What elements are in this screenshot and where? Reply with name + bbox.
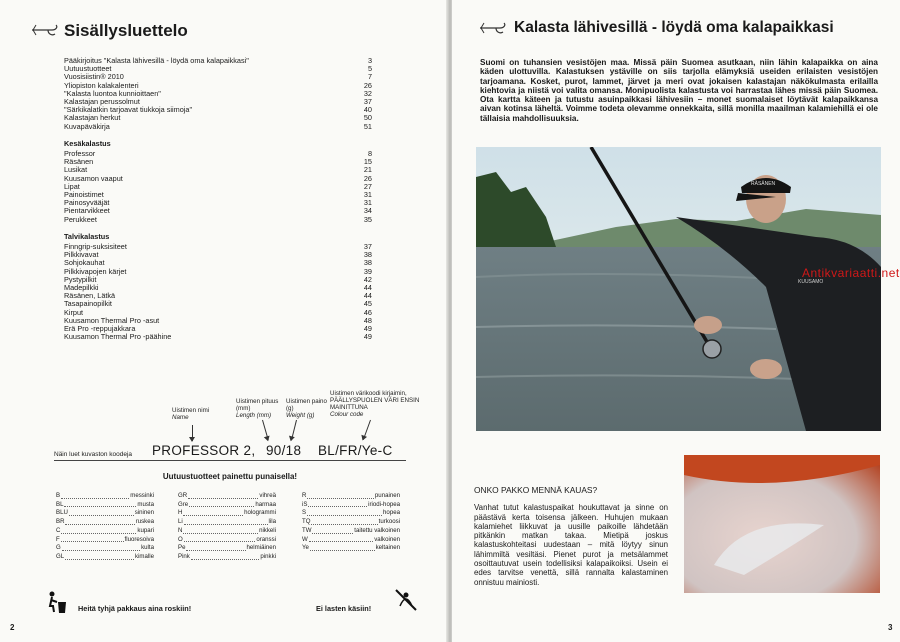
colour-name: fluoresoiva [124, 535, 154, 543]
toc-entry-page: 35 [363, 214, 372, 224]
colour-name: vihreä [259, 492, 276, 499]
colour-name: oranssi [256, 535, 276, 543]
colour-code: C [56, 526, 61, 534]
dot-leader [64, 501, 136, 508]
toc-entry-page: 42 [363, 274, 372, 284]
colour-code-column [178, 492, 276, 562]
fishing-hook-icon [30, 22, 60, 38]
colour-code-entry [178, 501, 276, 510]
jacket-logo: KUUSAMO [798, 279, 824, 285]
intro-paragraph: Suomi on tuhansien vesistöjen maa. Missä päin Suomea asutkaan, niin lähin kalapaikka on aina käden ulottuvilla. Kalastuksen ystäville on siis tarjolla elämyksiä useiden erilaisten vesistöjen tarjoamana. Kosket, purot, lammet, järvet ja meri ovat jokaisen kalastajan näkökulmasta erilailla kiehtovia ja niistä voi valita omansa. Monipuolista kalastusta voi harrastaa lähes missä päin Suomea. Ota kartta käteen ja tutustu asuinpaikkasi lähivesiin – monet suomalaiset löytävät kalapaikkansa aivan kotinsa läheltä. Voimme todeta olevamme onnekkaita, sillä monilla maailman kalamiehillä ei ole tällaisia mahdollisuuksia. [480, 58, 878, 123]
article-heading: ONKO PAKKO MENNÄ KAUAS? [474, 485, 598, 495]
colour-name: harmaa [255, 500, 276, 508]
page-number: 2 [10, 623, 15, 632]
colour-code-entry [56, 501, 154, 510]
dot-leader [309, 536, 373, 543]
colour-name: taitettu valkoinen [354, 526, 400, 534]
colour-name: valkoinen [374, 535, 400, 543]
toc-entry [64, 175, 372, 183]
colour-code-entry [178, 518, 276, 527]
colour-code-entry [302, 492, 400, 501]
dot-leader [311, 518, 377, 525]
dot-leader [183, 527, 258, 534]
code-example-size: 90/18 [266, 443, 302, 458]
toc-entry-label: Kirput [64, 307, 84, 317]
toc-entry-page: 7 [367, 72, 372, 82]
dot-leader [186, 544, 245, 551]
toc-entry [64, 268, 372, 276]
colour-code-entry [178, 527, 276, 536]
dot-leader [61, 536, 124, 543]
colour-code-entry [302, 518, 400, 527]
colour-code: Pe [178, 544, 186, 552]
dot-leader [307, 509, 382, 516]
colour-code: BR [56, 518, 65, 526]
toc-entry [64, 183, 372, 191]
colour-code-entry [56, 509, 154, 518]
dot-leader [184, 518, 268, 525]
colour-code-entry [56, 527, 154, 536]
toc-entry-page: 8 [367, 149, 372, 159]
toc-entry-label: Vuosisiistin® 2010 [64, 72, 124, 82]
right-page [452, 0, 900, 642]
toc-entry-page: 48 [363, 315, 372, 325]
legend-weight: Uistimen paino (g) Weight (g) [286, 398, 327, 419]
colour-code: GL [56, 552, 65, 560]
toc-entry-label: Kalastajan perussolmut [64, 97, 140, 107]
dot-leader [65, 518, 134, 525]
toc-entry-label: Kuusamon Thermal Pro -asut [64, 315, 160, 325]
legend-arrow [192, 425, 193, 441]
colour-code: W [302, 535, 308, 543]
colour-code: GR [178, 492, 188, 499]
toc-entry-label: Erä Pro -reppujakkara [64, 324, 136, 334]
colour-code: O [178, 535, 183, 543]
new-products-note: Uutuustuotteet painettu punaisella! [162, 472, 298, 481]
colour-name: turkoosi [378, 518, 400, 526]
colour-name: nikkeli [259, 526, 276, 534]
footer-recycle-note: Heitä tyhjä pakkaus aina roskiin! [78, 604, 192, 613]
colour-code-column [302, 492, 400, 553]
colour-code: N [178, 526, 183, 534]
code-example [54, 443, 406, 461]
cap-logo: RÄSÄNEN [751, 181, 776, 187]
toc-entry-label: Pystypilkit [64, 274, 97, 284]
colour-code: R [302, 492, 307, 499]
dot-leader [62, 544, 140, 551]
toc-entry-page: 44 [363, 291, 372, 301]
colour-code-entry [302, 509, 400, 518]
colour-code-entry [56, 518, 154, 527]
toc-entry-label: Sohjokauhat [64, 258, 105, 268]
toc-entry-page: 39 [363, 266, 372, 276]
colour-name: hologrammi [244, 509, 276, 517]
colour-code: F [56, 535, 60, 543]
colour-code-entry [56, 544, 154, 553]
toc-entry-page: 40 [363, 105, 372, 115]
legend-arrow [363, 420, 371, 440]
colour-code: S [302, 509, 307, 517]
article-title: Kalasta lähivesillä - löydä oma kalapaikkasi [514, 19, 834, 36]
fishing-hook-icon [478, 20, 508, 36]
colour-name: kulta [141, 544, 154, 552]
colour-code-entry [56, 492, 154, 501]
dot-leader [191, 553, 260, 560]
colour-code: TW [302, 526, 312, 534]
toc-entry-label: Kuvapäväkirja [64, 121, 110, 131]
summer-heading: Kesäkalastus [64, 138, 111, 148]
toc-entry [64, 114, 372, 122]
toc-entry [64, 243, 372, 251]
toc-entry-page: 31 [363, 198, 372, 208]
colour-code-entry [302, 544, 400, 553]
toc-entry-label: Lipat [64, 181, 80, 191]
toc-entry-label: Kuusamon Thermal Pro -päähine [64, 332, 172, 342]
footer-child-warning: Ei lasten käsiin! [316, 604, 372, 613]
article-text: Vanhat tutut kalastuspaikat houkuttavat ja sinne on päästävä kerta toisensa jälkeen. Huhujen mukaan kalamiehet liikkuvat ja uusille paikoille lähdetään pitkänkin matkan takaa. Mietipä joskus kalastuskohteitasi uudestaan – mitä löytyy sinun lähimmiltä vesiltäsi. Pienet purot ja metsälammet osoittautuvat usein todellisiksi kalapaikoiksi. Usein ei edes tarvitse venettä, sillä rannalta kalastaminen onnistuu mainiosti. [474, 503, 668, 587]
colour-code-column [56, 492, 154, 562]
legend-colour: Uistimen värikoodi kirjaimin, PÄÄLLYSPUOLEN VÄRI ENSIN MAINITTUNA Colour code [330, 390, 420, 418]
colour-name: musta [137, 500, 154, 508]
colour-code: B [56, 492, 61, 499]
toc-entry-label: Räsänen, Lätkä [64, 291, 116, 301]
colour-code-entry [178, 509, 276, 518]
code-example-name: PROFESSOR 2, [152, 443, 256, 458]
colour-code-entry [178, 492, 276, 501]
toc-entry [64, 150, 372, 158]
toc-entry-page: 38 [363, 250, 372, 260]
winter-heading: Talvikalastus [64, 231, 110, 241]
colour-name: messinki [130, 492, 154, 499]
dot-leader [65, 553, 134, 560]
toc-entry [64, 207, 372, 215]
toc-entry-label: Finngrip-suksisiteet [64, 242, 127, 252]
toc-entry-page: 51 [363, 121, 372, 131]
colour-code: iS [302, 500, 308, 508]
toc-entry-label: Räsänen [64, 157, 94, 167]
toc-entry-page: 32 [363, 88, 372, 98]
colour-code: BL [56, 500, 64, 508]
toc-entry [64, 199, 372, 207]
dot-leader [307, 492, 374, 499]
toc-entry-page: 50 [363, 113, 372, 123]
toc-entry-page: 45 [363, 299, 372, 309]
dot-leader [310, 544, 375, 551]
left-page [0, 0, 448, 642]
dot-leader [189, 501, 254, 508]
toc-entry-label: Yliopiston kalakalenteri [64, 80, 139, 90]
dot-leader [188, 492, 258, 499]
toc-entry-page: 44 [363, 283, 372, 293]
dot-leader [183, 509, 243, 516]
toc-entry-page: 3 [367, 56, 372, 65]
dot-leader [184, 536, 256, 543]
colour-name: helmiäinen [246, 544, 276, 552]
colour-code-entry [178, 553, 276, 562]
colour-code: Li [178, 518, 183, 526]
colour-code-entry [302, 536, 400, 545]
toc-entry-page: 49 [363, 324, 372, 334]
table-of-contents [64, 57, 372, 342]
dot-leader [308, 501, 367, 508]
colour-name: kupari [137, 526, 154, 534]
toc-entry-page: 27 [363, 181, 372, 191]
code-read-label: Näin luet kuvaston koodeja [54, 451, 133, 458]
legend-arrow [262, 420, 269, 440]
toc-entry-page: 5 [367, 64, 372, 74]
legend-length: Uistimen pituus (mm) Length (mm) [236, 398, 279, 419]
toc-entry [64, 158, 372, 166]
toc-entry-label: Uutuustuotteet [64, 64, 112, 74]
toc-entry-page: 31 [363, 190, 372, 200]
toc-entry [64, 333, 372, 341]
toc-entry-label: Perukkeet [64, 214, 97, 224]
toc-entry-label: Kuusamon vaaput [64, 173, 123, 183]
trash-bin-icon [44, 590, 68, 614]
toc-entry-label: Pientarvikkeet [64, 206, 110, 216]
dot-leader [312, 527, 353, 534]
colour-name: iriodi-hopea [368, 500, 400, 508]
toc-entry-label: Pilkkivapojen kärjet [64, 266, 127, 276]
legend-arrow [291, 420, 297, 441]
colour-code-entry [178, 544, 276, 553]
watermark: Antikvariaatti.net [802, 266, 900, 280]
toc-entry-label: Lusikat [64, 165, 88, 175]
toc-entry-page: 38 [363, 258, 372, 268]
colour-name: hopea [383, 509, 400, 517]
colour-name: punainen [374, 492, 400, 499]
toc-entry [64, 216, 372, 224]
toc-entry-label: "Särkikalatkin tarjoavat tiukkoja siimoja" [64, 105, 193, 115]
colour-code: TQ [302, 518, 311, 526]
toc-entry-label: Pilkkivavat [64, 250, 99, 260]
toc-entry [64, 123, 372, 131]
colour-name: sininen [134, 509, 154, 517]
angler-photo [476, 147, 881, 431]
colour-code: G [56, 544, 61, 552]
toc-entry [64, 251, 372, 259]
colour-code: Ye [302, 544, 309, 552]
dot-leader [69, 509, 134, 516]
page-title: Sisällysluettelo [64, 21, 188, 40]
toc-entry [64, 276, 372, 284]
page-number: 3 [888, 623, 893, 632]
colour-code: Gre [178, 500, 189, 508]
toc-entry-label: "Kalasta luontoa kunnioittaen" [64, 88, 161, 98]
toc-entry-label: Madepilkki [64, 283, 99, 293]
lure-photo [684, 455, 880, 593]
toc-entry-page: 49 [363, 332, 372, 342]
dot-leader [61, 492, 129, 499]
toc-entry-label: Painosyvääjät [64, 198, 110, 208]
colour-code-entry [178, 536, 276, 545]
legend-name: Uistimen nimi Name [172, 407, 210, 421]
toc-entry-label: Tasapainopilkit [64, 299, 112, 309]
colour-code: H [178, 509, 183, 517]
colour-name: ruskea [135, 518, 154, 526]
colour-code: BLU [56, 509, 68, 517]
toc-entry-page: 37 [363, 97, 372, 107]
toc-entry-page: 34 [363, 206, 372, 216]
toc-entry-page: 26 [363, 80, 372, 90]
article-body [474, 486, 668, 587]
colour-name: kimalle [135, 552, 154, 560]
toc-entry-page: 26 [363, 173, 372, 183]
colour-code: Pink [178, 552, 190, 560]
dot-leader [61, 527, 136, 534]
toc-entry-page: 15 [363, 157, 372, 167]
no-children-icon [392, 586, 420, 614]
toc-entry [64, 191, 372, 199]
colour-code-entry [56, 536, 154, 545]
code-example-colour: BL/FR/Ye-C [318, 443, 393, 458]
toc-entry-label: Painoistimet [64, 190, 104, 200]
colour-name: pinkki [260, 552, 276, 560]
colour-name: lila [268, 518, 276, 526]
colour-code-entry [302, 501, 400, 510]
toc-entry-label: Professor [64, 149, 96, 159]
toc-entry [64, 300, 372, 308]
colour-code-entry [56, 553, 154, 562]
colour-code-entry [302, 527, 400, 536]
colour-name: keltainen [375, 544, 400, 552]
toc-entry-page: 21 [363, 165, 372, 175]
toc-entry-page: 46 [363, 307, 372, 317]
toc-entry-label: Kalastajan herkut [64, 113, 121, 123]
toc-entry-page: 37 [363, 242, 372, 252]
toc-entry-label: Pääkirjoitus "Kalasta lähivesillä - löydä oma kalapaikkasi" [64, 56, 249, 65]
